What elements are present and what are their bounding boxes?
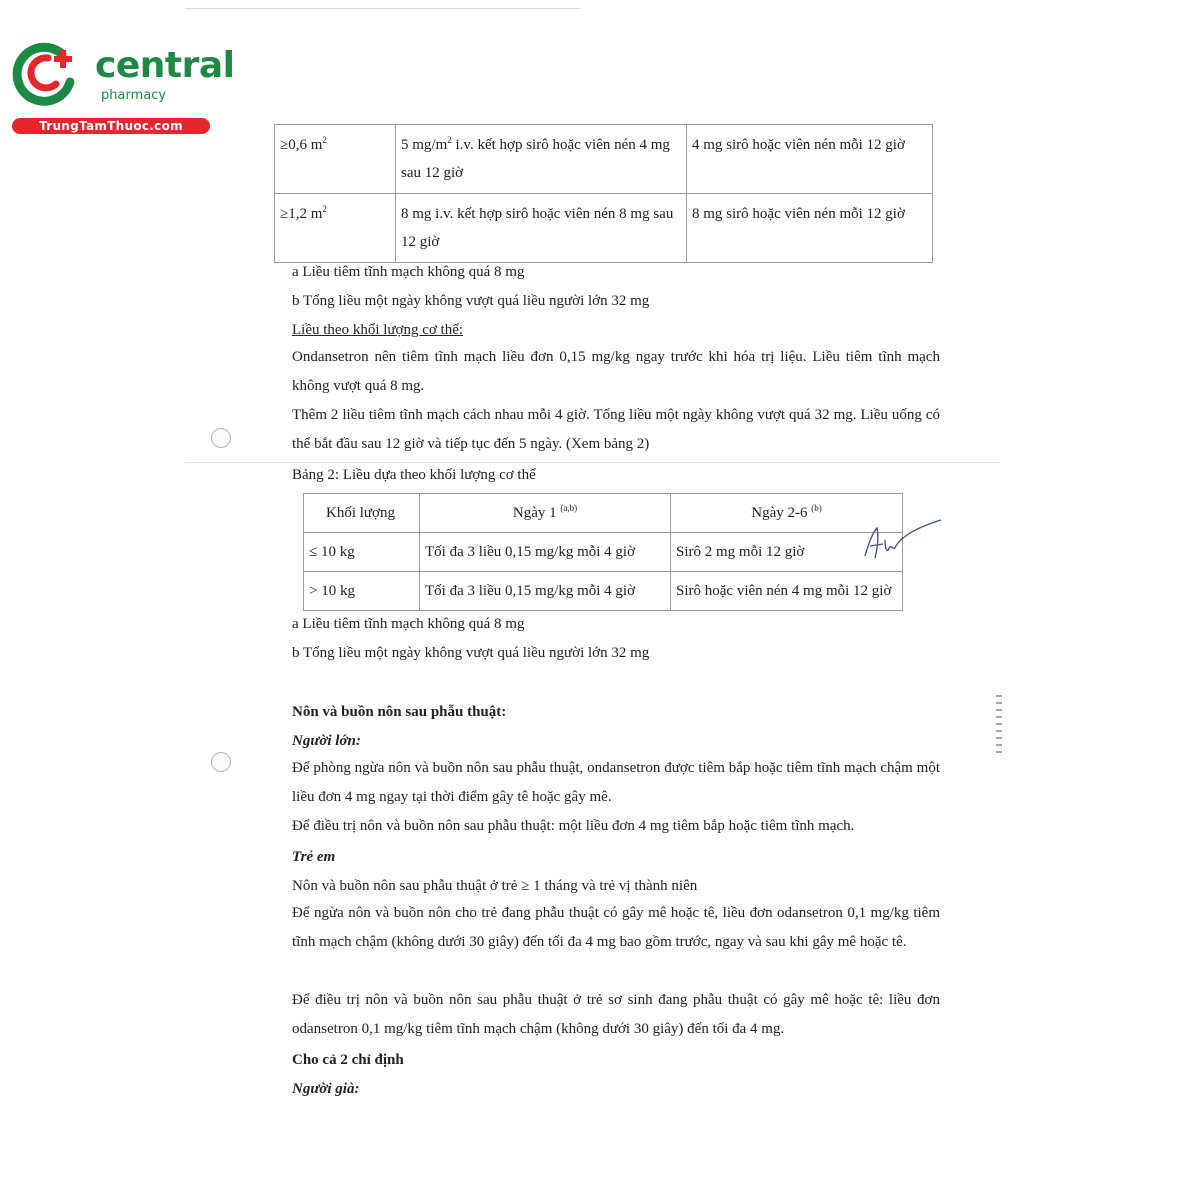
day1-cell: Tối đa 3 liều 0,15 mg/kg mỗi 4 giờ: [420, 533, 671, 572]
adults-paragraph-1: Để phòng ngừa nôn và buồn nôn sau phẫu thuật, ondansetron được tiêm bắp hoặc tiêm tĩnh mạch chậm một liều đơn 4 mg ngay tại thời điểm gây tê hoặc gây mê.: [292, 760, 940, 805]
table-row: [275, 125, 933, 194]
table-row: [304, 533, 903, 572]
handwritten-signature: [855, 518, 945, 563]
logo-url-badge[interactable]: TrungTamThuoc.com: [12, 118, 210, 134]
scan-margin-dots: [996, 695, 1002, 755]
children-heading: Trẻ em: [292, 849, 336, 865]
elderly-heading: Người già:: [292, 1081, 360, 1097]
weight-cell: ≤ 10 kg: [304, 533, 420, 572]
weight-dosing-paragraph-1: Ondansetron nên tiêm tĩnh mạch liều đơn 0,15 mg/kg ngay trước khi hóa trị liệu. Liều tiêm tĩnh mạch không vượt quá 8 mg.: [292, 349, 940, 394]
logo-name: central: [95, 45, 235, 86]
footnote-a-2: a Liều tiêm tĩnh mạch không quá 8 mg: [292, 616, 525, 632]
weight-dosing-heading: Liều theo khối lượng cơ thể:: [292, 322, 464, 338]
day1-cell: 8 mg i.v. kết hợp sirô hoặc viên nén 8 mg sau 12 giờ: [396, 194, 687, 263]
header-weight: Khối lượng: [304, 494, 420, 533]
postop-heading: Nôn và buồn nôn sau phẫu thuật:: [292, 704, 507, 720]
footnote-a: a Liều tiêm tĩnh mạch không quá 8 mg: [292, 264, 525, 280]
footnote-b: b Tổng liều một ngày không vượt quá liều người lớn 32 mg: [292, 293, 650, 309]
table-header-row: [304, 494, 903, 533]
adults-heading: Người lớn:: [292, 733, 361, 749]
bsa-dosing-table: [274, 124, 933, 263]
bsa-cell: ≥0,6 $m^2$: [275, 125, 396, 194]
scan-edge-line: [185, 8, 580, 9]
bsa-cell: ≥1,2 $m^2$: [275, 194, 396, 263]
punch-hole: [211, 428, 231, 448]
footnote-b-2: b Tổng liều một ngày không vượt quá liều người lớn 32 mg: [292, 645, 650, 661]
header-day1: Ngày 1 $^{(a,b)}$: [420, 494, 671, 533]
table2-caption: Bảng 2: Liều dựa theo khối lượng cơ thể: [292, 467, 536, 483]
children-subheading: Nôn và buồn nôn sau phẫu thuật ở trẻ ≥ 1 tháng và trẻ vị thành niên: [292, 878, 698, 894]
weight-cell: > 10 kg: [304, 572, 420, 611]
punch-hole: [211, 752, 231, 772]
logo-c-plus-icon: [10, 38, 80, 108]
header-day2-6: Ngày 2-6 $^{(b)}$: [671, 494, 903, 533]
day2-6-cell: 8 mg sirô hoặc viên nén mỗi 12 giờ: [687, 194, 933, 263]
day1-cell: Tối đa 3 liều 0,15 mg/kg mỗi 4 giờ: [420, 572, 671, 611]
both-indications-heading: Cho cả 2 chỉ định: [292, 1052, 404, 1068]
children-paragraph-2: Để điều trị nôn và buồn nôn sau phẫu thuật ở trẻ sơ sinh đang phẫu thuật có gây mê hoặc tê: liều đơn odansetron 0,1 mg/kg tiêm tĩnh mạch chậm (không dưới 30 giây) đến tối đa 4 mg.: [292, 992, 940, 1037]
day2-6-cell: Sirô hoặc viên nén 4 mg mỗi 12 giờ: [671, 572, 903, 611]
weight-dosing-table: [303, 493, 903, 611]
central-pharmacy-logo[interactable]: [10, 38, 235, 138]
children-paragraph-1: Để ngừa nôn và buồn nôn cho trẻ đang phẫu thuật có gây mê hoặc tê, liều đơn odansetron 0,1 mg/kg tiêm tĩnh mạch chậm (không dưới 30 giây) đến tối đa 4 mg bao gồm trước, ngay và sau khi gây mê hoặc tê.: [292, 905, 940, 950]
day1-cell: 5 $mg/m^2$ i.v. kết hợp sirô hoặc viên nén 4 mg sau 12 giờ: [396, 125, 687, 194]
table-row: [304, 572, 903, 611]
logo-subtitle: pharmacy: [101, 88, 167, 103]
table-row: [275, 194, 933, 263]
adults-paragraph-2: Để điều trị nôn và buồn nôn sau phẫu thuật: một liều đơn 4 mg tiêm bắp hoặc tiêm tĩnh mạch.: [292, 818, 855, 834]
scan-fold-line: [185, 462, 1000, 463]
day2-6-cell: Sirô 2 mg mỗi 12 giờ: [671, 533, 903, 572]
weight-dosing-paragraph-2: Thêm 2 liều tiêm tĩnh mạch cách nhau mỗi 4 giờ. Tổng liều một ngày không vượt quá 32 mg. Liều uống có thể bắt đầu sau 12 giờ và tiếp tục đến 5 ngày. (Xem bảng 2): [292, 407, 940, 452]
day2-6-cell: 4 mg sirô hoặc viên nén mỗi 12 giờ: [687, 125, 933, 194]
